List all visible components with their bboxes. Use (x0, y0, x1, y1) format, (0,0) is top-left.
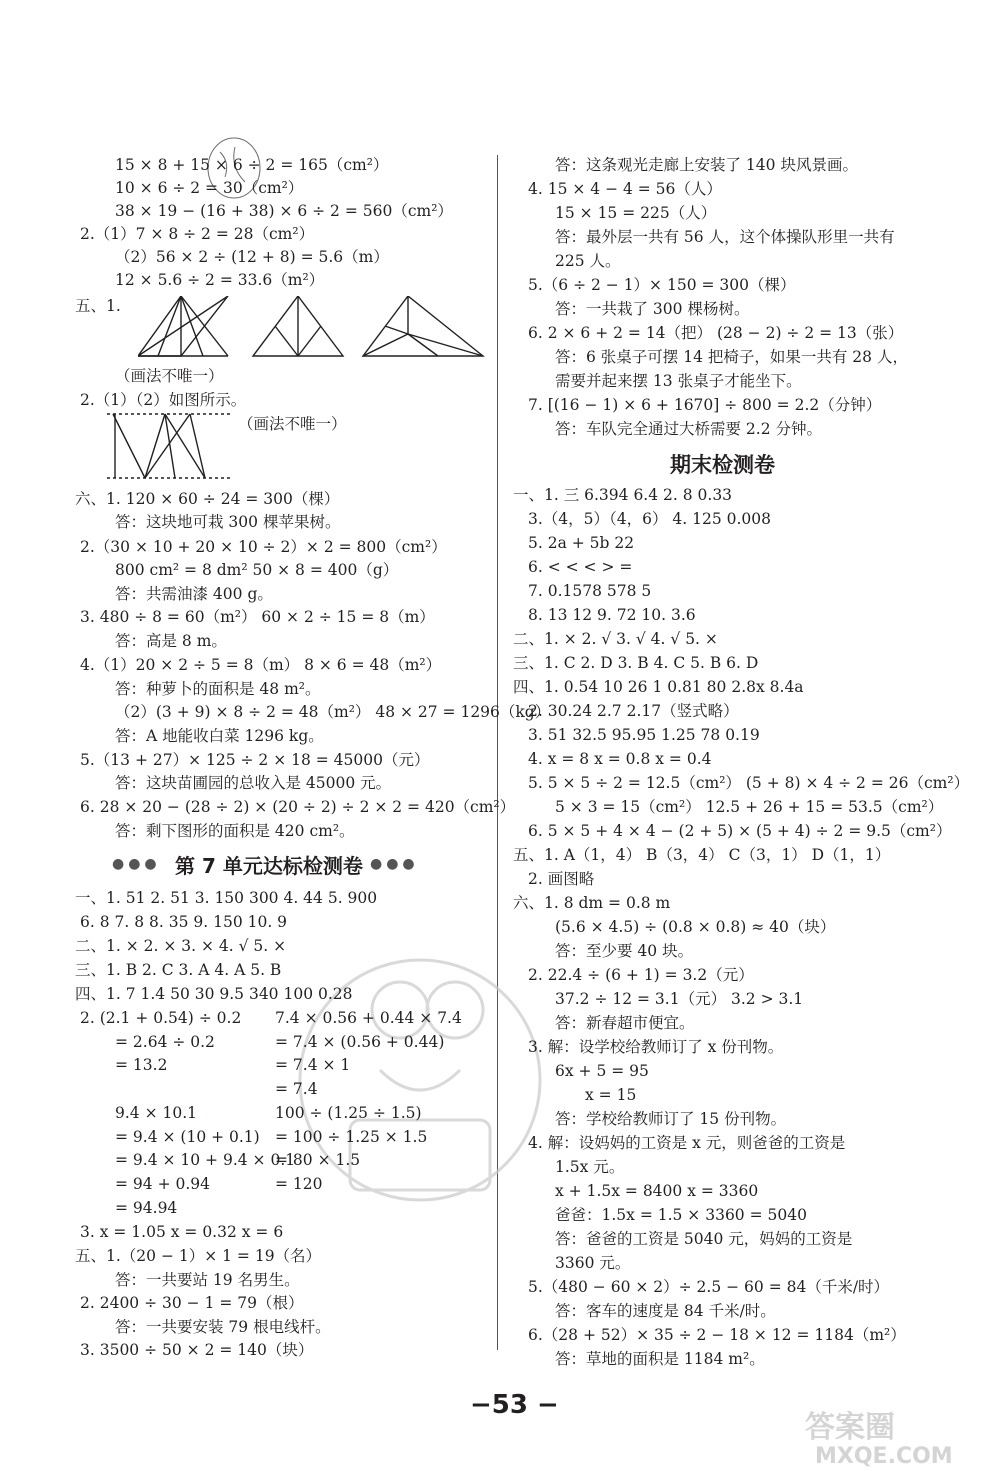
left-answer-line: （2）(3 + 9) × 8 ÷ 2 = 48（m²） 48 × 27 = 1296（kg） (115, 703, 551, 721)
right-answer-line: 6. < < < > = (528, 558, 633, 576)
right-answer-line: 五、1. A（1，4） B（3，4） C（3，1） D（1，1） (513, 846, 891, 864)
right-answer-line: 225 人。 (555, 252, 621, 270)
left-answer-line: 三、1. B 2. C 3. A 4. A 5. B (75, 961, 282, 979)
right-answer-line: 7. 0.1578 578 5 (528, 582, 652, 600)
left-answer-line: （2）56 × 2 ÷ (12 + 8) = 5.6（m） (115, 248, 389, 266)
unit7-section-title: 第 7 单元达标检测卷 (175, 854, 363, 878)
left-answer-line: = 2.64 ÷ 0.2 (115, 1033, 215, 1051)
left-answer-line: 答：一共要站 19 名男生。 (115, 1271, 300, 1289)
column-divider (497, 155, 498, 1350)
left-answer-line: 6. 28 × 20 − (28 ÷ 2) × (20 ÷ 2) ÷ 2 × 2 = 420（cm²） (80, 798, 516, 816)
left-answer-line: 3. 3500 ÷ 50 × 2 = 140（块） (80, 1341, 314, 1359)
left-answer-line: = 7.4 (275, 1080, 318, 1098)
right-answer-line: 答：学校给教师订了 15 份刊物。 (555, 1110, 787, 1128)
left-answer-line: 答：一共要安装 79 根电线杆。 (115, 1318, 331, 1336)
right-answer-line: 4. 15 × 4 − 4 = 56（人） (528, 180, 722, 198)
left-answer-line: 2.（1）（2）如图所示。 (80, 391, 247, 409)
right-answer-line: 六、1. 8 dm = 0.8 m (513, 894, 671, 912)
right-answer-line: 3. 51 32.5 95.95 1.25 78 0.19 (528, 726, 760, 744)
right-answer-line: 答：这条观光走廊上安装了 140 块风景画。 (555, 156, 858, 174)
left-answer-line: 答：这块地可栽 300 棵苹果树。 (115, 513, 341, 531)
right-answer-line: 5. 5 × 5 ÷ 2 = 12.5（cm²） (5 + 8) × 4 ÷ 2 = 26（cm²） (528, 774, 970, 792)
left-answer-line: 五、1. (75, 297, 121, 315)
left-answer-line: 5.（13 + 27）× 125 ÷ 2 × 18 = 45000（元） (80, 751, 430, 769)
right-answer-line: 5. 2a + 5b 22 (528, 534, 635, 552)
left-answer-line: 2.（30 × 10 + 20 × 10 ÷ 2）× 2 = 800（cm²） (80, 538, 447, 556)
right-answer-line: 3.（4，5）（4，6） 4. 125 0.008 (528, 510, 772, 528)
right-answer-line: 一、1. 三 6.394 6.4 2. 8 0.33 (513, 486, 733, 504)
left-answer-line: = 7.4 × (0.56 + 0.44) (275, 1033, 445, 1051)
left-answer-line: = 9.4 × 10 + 9.4 × 0.1 (115, 1151, 296, 1169)
right-answer-line: 2. 30.24 2.7 2.17（竖式略） (528, 702, 739, 720)
right-answer-line: 37.2 ÷ 12 = 3.1（元） 3.2 > 3.1 (555, 990, 804, 1008)
left-answer-line: = 94 + 0.94 (115, 1175, 210, 1193)
right-answer-line: 答：新春超市便宜。 (555, 1014, 695, 1032)
left-answer-line: 一、1. 51 2. 51 3. 150 300 4. 44 5. 900 (75, 889, 378, 907)
right-answer-line: 1.5x 元。 (555, 1158, 625, 1176)
left-answer-line: 3. 480 ÷ 8 = 60（m²） 60 × 2 ÷ 15 = 8（m） (80, 608, 435, 626)
left-answer-line: 2. 2400 ÷ 30 − 1 = 79（根） (80, 1294, 304, 1312)
right-answer-line: 15 × 15 = 225（人） (555, 204, 717, 222)
left-answer-line: 五、1.（20 − 1）× 1 = 19（名） (75, 1247, 322, 1265)
right-answer-line: x = 15 (585, 1086, 637, 1104)
right-answer-line: 6. 2 × 6 + 2 = 14（把） (28 − 2) ÷ 2 = 13（张） (528, 324, 904, 342)
right-answer-line: 答：至少要 40 块。 (555, 942, 694, 960)
left-answer-line: 答：共需油漆 400 g。 (115, 585, 273, 603)
triangle-figures (138, 296, 488, 358)
right-answer-line: 5 × 3 = 15（cm²） 12.5 + 26 + 15 = 53.5（cm²） (555, 798, 944, 816)
left-answer-line: 2. (2.1 + 0.54) ÷ 0.2 (80, 1009, 242, 1027)
left-answer-line: 800 cm² = 8 dm² 50 × 8 = 400（g） (115, 561, 399, 579)
title-dots-left: ●●● (112, 856, 161, 872)
right-answer-line: 3360 元。 (555, 1254, 631, 1272)
left-answer-line: 15 × 8 + 15 × 6 ÷ 2 = 165（cm²） (115, 156, 389, 174)
left-answer-line: 100 ÷ (1.25 ÷ 1.5) (275, 1104, 422, 1122)
right-answer-line: 答：6 张桌子可摆 14 把椅子，如果一共有 28 人， (555, 348, 908, 366)
left-answer-line: = 120 (275, 1175, 323, 1193)
right-answer-line: 5.（6 ÷ 2 − 1）× 150 = 300（棵） (528, 276, 796, 294)
right-answer-line: 三、1. C 2. D 3. B 4. C 5. B 6. D (513, 654, 759, 672)
final-exam-title: 期末检测卷 (670, 453, 775, 477)
left-answer-line: 38 × 19 − (16 + 38) × 6 ÷ 2 = 560（cm²） (115, 202, 453, 220)
left-answer-line: 答：这块苗圃园的总收入是 45000 元。 (115, 774, 392, 792)
left-answer-line: （画法不唯一） (238, 415, 347, 433)
title-dots-right: ●●● (370, 856, 419, 872)
left-answer-line: 4.（1）20 × 2 ÷ 5 = 8（m） 8 × 6 = 48（m²） (80, 656, 442, 674)
right-answer-line: 四、1. 0.54 10 26 1 0.81 80 2.8x 8.4a (513, 678, 804, 696)
right-answer-line: x + 1.5x = 8400 x = 3360 (555, 1182, 759, 1200)
left-answer-line: = 9.4 × (10 + 0.1) (115, 1128, 260, 1146)
right-answer-line: 爸爸：1.5x = 1.5 × 3360 = 5040 (555, 1206, 807, 1224)
right-answer-line: 4. 解：设妈妈的工资是 x 元，则爸爸的工资是 (528, 1134, 846, 1152)
right-answer-line: 6. 5 × 5 + 4 × 4 − (2 + 5) × (5 + 4) ÷ 2 = 9.5（cm²） (528, 822, 952, 840)
svg-text:MXQE.COM: MXQE.COM (815, 1444, 953, 1467)
right-answer-line: 答：车队完全通过大桥需要 2.2 分钟。 (555, 420, 823, 438)
right-answer-line: 4. x = 8 x = 0.8 x = 0.4 (528, 750, 712, 768)
right-answer-line: 答：一共栽了 300 棵杨树。 (555, 300, 750, 318)
left-answer-line: = 13.2 (115, 1056, 168, 1074)
left-answer-line: 7.4 × 0.56 + 0.44 × 7.4 (275, 1009, 462, 1027)
quadrilateral-figure (105, 412, 235, 482)
left-answer-line: = 100 ÷ 1.25 × 1.5 (275, 1128, 428, 1146)
left-answer-line: （画法不唯一） (115, 367, 224, 385)
page-number: −53 − (470, 1390, 559, 1420)
right-answer-line: 2. 画图略 (528, 870, 595, 888)
left-answer-line: 2.（1）7 × 8 ÷ 2 = 28（cm²） (80, 225, 315, 243)
site-logo-watermark (800, 1405, 995, 1467)
right-answer-line: (5.6 × 4.5) ÷ (0.8 × 0.8) ≈ 40（块） (555, 918, 836, 936)
left-answer-line: 四、1. 7 1.4 50 30 9.5 340 100 0.28 (75, 985, 353, 1003)
right-answer-line: 答：客车的速度是 84 千米/时。 (555, 1302, 776, 1320)
left-answer-line: = 7.4 × 1 (275, 1056, 351, 1074)
right-answer-line: 答：草地的面积是 1184 m²。 (555, 1350, 765, 1368)
left-answer-line: 答：高是 8 m。 (115, 632, 227, 650)
right-answer-line: 2. 22.4 ÷ (6 + 1) = 3.2（元） (528, 966, 754, 984)
right-answer-line: 5.（480 − 60 × 2）÷ 2.5 − 60 = 84（千米/时） (528, 1278, 890, 1296)
left-answer-line: 答：A 地能收白菜 1296 kg。 (115, 727, 324, 745)
left-answer-line: 9.4 × 10.1 (115, 1104, 198, 1122)
right-answer-line: 8. 13 12 9. 72 10. 3.6 (528, 606, 696, 624)
left-answer-line: 6. 8 7. 8 8. 35 9. 150 10. 9 (80, 913, 288, 931)
left-answer-line: 答：种萝卜的面积是 48 m²。 (115, 680, 321, 698)
left-answer-line: 12 × 5.6 ÷ 2 = 33.6（m²） (115, 271, 325, 289)
right-answer-line: 二、1. × 2. √ 3. √ 4. √ 5. × (513, 630, 718, 648)
left-answer-line: = 80 × 1.5 (275, 1151, 361, 1169)
right-answer-line: 7. [(16 − 1) × 6 + 1670] ÷ 800 = 2.2（分钟） (528, 396, 882, 414)
left-answer-line: 二、1. × 2. × 3. × 4. √ 5. × (75, 937, 287, 955)
mascot-watermark (290, 900, 550, 1260)
left-answer-line: 10 × 6 ÷ 2 = 30（cm²） (115, 179, 304, 197)
left-answer-line: 答：剩下图形的面积是 420 cm²。 (115, 822, 355, 840)
left-answer-line: = 94.94 (115, 1199, 178, 1217)
svg-text:答案圈: 答案圈 (805, 1410, 895, 1445)
right-answer-line: 需要并起来摆 13 张桌子才能坐下。 (555, 372, 802, 390)
left-answer-line: 3. x = 1.05 x = 0.32 x = 6 (80, 1223, 284, 1241)
left-answer-line: 六、1. 120 × 60 ÷ 24 = 300（棵） (75, 490, 340, 508)
right-answer-line: 答：最外层一共有 56 人，这个体操队形里一共有 (555, 228, 895, 246)
right-answer-line: 答：爸爸的工资是 5040 元，妈妈的工资是 (555, 1230, 853, 1248)
right-answer-line: 6.（28 + 52）× 35 ÷ 2 − 18 × 12 = 1184（m²） (528, 1326, 906, 1344)
right-answer-line: 6x + 5 = 95 (555, 1062, 649, 1080)
right-answer-line: 3. 解：设学校给教师订了 x 份刊物。 (528, 1038, 784, 1056)
